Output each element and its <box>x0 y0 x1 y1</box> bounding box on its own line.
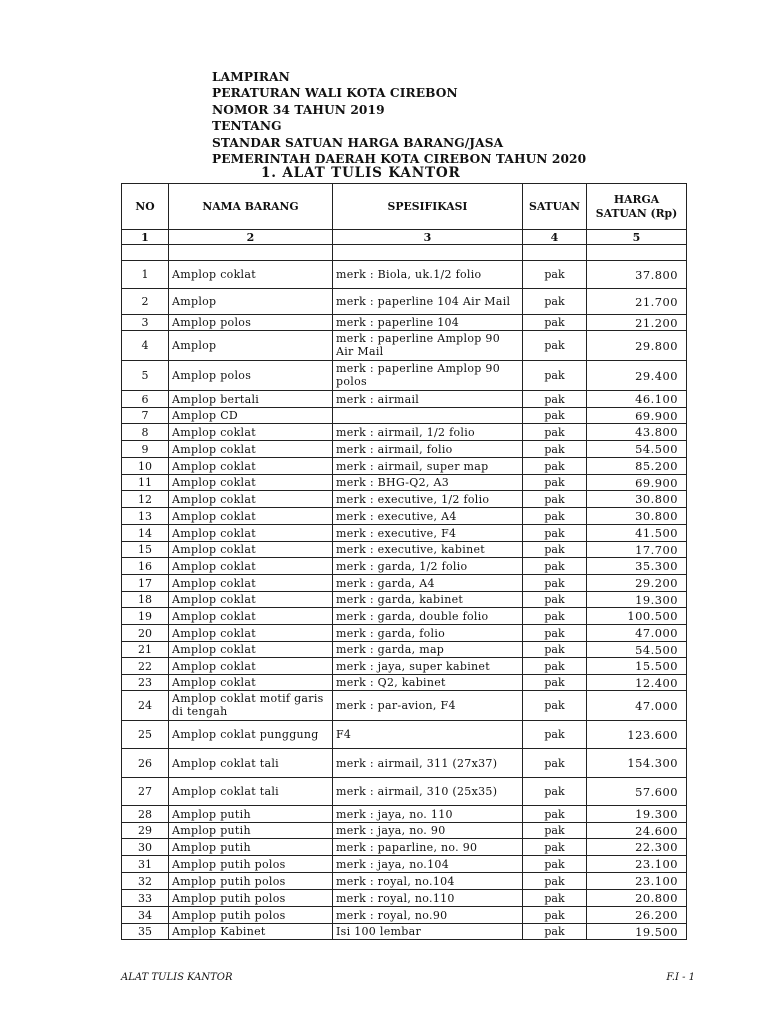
row-number: 7 <box>122 408 169 424</box>
item-specification: merk : royal, no.90 <box>333 907 523 924</box>
item-specification: merk : airmail, super map <box>333 458 523 475</box>
row-number: 33 <box>122 890 169 907</box>
item-name: Amplop coklat punggung <box>169 721 333 749</box>
header-line: TENTANG <box>212 119 282 134</box>
item-name: Amplop putih <box>169 823 333 839</box>
item-price: 22.300 <box>587 839 687 856</box>
item-price: 19.500 <box>587 924 687 940</box>
item-unit: pak <box>523 924 587 940</box>
row-number: 35 <box>122 924 169 940</box>
item-price: 19.300 <box>587 806 687 823</box>
row-number: 23 <box>122 675 169 691</box>
item-name: Amplop coklat <box>169 542 333 558</box>
item-unit: pak <box>523 839 587 856</box>
item-name: Amplop Kabinet <box>169 924 333 940</box>
table-row <box>122 424 687 441</box>
row-number: 6 <box>122 391 169 408</box>
item-specification: merk : executive, F4 <box>333 525 523 542</box>
item-unit: pak <box>523 608 587 625</box>
table-row <box>122 625 687 642</box>
item-specification: merk : garda, map <box>333 642 523 658</box>
row-number: 9 <box>122 441 169 458</box>
row-number: 13 <box>122 508 169 525</box>
item-specification: merk : garda, A4 <box>333 575 523 592</box>
item-name: Amplop coklat <box>169 458 333 475</box>
item-price: 123.600 <box>587 721 687 749</box>
row-number: 1 <box>122 261 169 289</box>
table-row <box>122 408 687 424</box>
item-name: Amplop coklat <box>169 558 333 575</box>
item-name: Amplop coklat <box>169 642 333 658</box>
item-price: 154.300 <box>587 749 687 778</box>
item-unit: pak <box>523 525 587 542</box>
table-header-row <box>122 184 687 230</box>
table-row <box>122 391 687 408</box>
item-name: Amplop <box>169 331 333 361</box>
item-name: Amplop coklat <box>169 608 333 625</box>
item-specification: merk : paperline Amplop 90 polos <box>333 361 523 391</box>
item-name: Amplop coklat <box>169 441 333 458</box>
item-name: Amplop coklat <box>169 475 333 491</box>
item-unit: pak <box>523 823 587 839</box>
item-price: 24.600 <box>587 823 687 839</box>
item-price: 47.000 <box>587 625 687 642</box>
item-unit: pak <box>523 458 587 475</box>
table-row <box>122 475 687 491</box>
item-specification: merk : paperline 104 <box>333 315 523 331</box>
table-row <box>122 491 687 508</box>
item-unit: pak <box>523 806 587 823</box>
row-number: 21 <box>122 642 169 658</box>
row-number: 10 <box>122 458 169 475</box>
row-number: 14 <box>122 525 169 542</box>
item-unit: pak <box>523 542 587 558</box>
item-price: 29.200 <box>587 575 687 592</box>
item-unit: pak <box>523 890 587 907</box>
table-row <box>122 525 687 542</box>
item-specification: merk : airmail, 311 (27x37) <box>333 749 523 778</box>
row-number: 2 <box>122 289 169 315</box>
table-row <box>122 675 687 691</box>
header-spesifikasi: SPESIFIKASI <box>333 184 523 230</box>
item-name: Amplop putih polos <box>169 890 333 907</box>
item-price: 37.800 <box>587 261 687 289</box>
item-price: 29.400 <box>587 361 687 391</box>
item-name: Amplop coklat <box>169 658 333 675</box>
table-row <box>122 542 687 558</box>
item-specification: merk : Biola, uk.1/2 folio <box>333 261 523 289</box>
item-unit: pak <box>523 558 587 575</box>
table-row <box>122 873 687 890</box>
item-price: 23.100 <box>587 873 687 890</box>
blank-row <box>122 245 687 261</box>
item-unit: pak <box>523 778 587 806</box>
item-unit: pak <box>523 856 587 873</box>
item-unit: pak <box>523 331 587 361</box>
item-specification: merk : airmail, folio <box>333 441 523 458</box>
item-specification: merk : executive, A4 <box>333 508 523 525</box>
table-row <box>122 331 687 361</box>
item-price: 30.800 <box>587 508 687 525</box>
item-unit: pak <box>523 873 587 890</box>
item-unit: pak <box>523 658 587 675</box>
section-title: 1. ALAT TULIS KANTOR <box>261 165 461 181</box>
item-unit: pak <box>523 907 587 924</box>
item-price: 47.000 <box>587 691 687 721</box>
item-name: Amplop coklat <box>169 625 333 642</box>
item-name: Amplop coklat <box>169 575 333 592</box>
row-number: 22 <box>122 658 169 675</box>
column-number-row <box>122 230 687 245</box>
item-name: Amplop putih polos <box>169 873 333 890</box>
header-line: PEMERINTAH DAERAH KOTA CIREBON TAHUN 2020 <box>212 152 587 167</box>
item-name: Amplop putih <box>169 839 333 856</box>
row-number: 31 <box>122 856 169 873</box>
item-name: Amplop coklat tali <box>169 778 333 806</box>
header-satuan: SATUAN <box>523 184 587 230</box>
header-no: NO <box>122 184 169 230</box>
item-specification: merk : airmail <box>333 391 523 408</box>
item-price: 21.700 <box>587 289 687 315</box>
row-number: 32 <box>122 873 169 890</box>
table-row <box>122 907 687 924</box>
item-price: 57.600 <box>587 778 687 806</box>
column-number: 5 <box>587 230 687 245</box>
item-price: 15.500 <box>587 658 687 675</box>
item-specification: Isi 100 lembar <box>333 924 523 940</box>
footer-section-label: ALAT TULIS KANTOR <box>121 972 233 983</box>
table-row <box>122 806 687 823</box>
item-price: 100.500 <box>587 608 687 625</box>
row-number: 16 <box>122 558 169 575</box>
item-specification: merk : jaya, no. 90 <box>333 823 523 839</box>
item-specification: merk : jaya, no.104 <box>333 856 523 873</box>
item-specification: merk : airmail, 310 (25x35) <box>333 778 523 806</box>
item-unit: pak <box>523 575 587 592</box>
table-row <box>122 441 687 458</box>
item-price: 35.300 <box>587 558 687 575</box>
table-row <box>122 558 687 575</box>
header-line: LAMPIRAN <box>212 70 290 84</box>
row-number: 12 <box>122 491 169 508</box>
column-number: 3 <box>333 230 523 245</box>
row-number: 20 <box>122 625 169 642</box>
item-specification: merk : paperline Amplop 90 Air Mail <box>333 331 523 361</box>
row-number: 3 <box>122 315 169 331</box>
header-line: PERATURAN WALI KOTA CIREBON <box>212 86 458 101</box>
item-specification: merk : paparline, no. 90 <box>333 839 523 856</box>
item-name: Amplop putih polos <box>169 856 333 873</box>
table-row <box>122 721 687 749</box>
item-unit: pak <box>523 675 587 691</box>
row-number: 26 <box>122 749 169 778</box>
row-number: 29 <box>122 823 169 839</box>
item-specification: merk : royal, no.104 <box>333 873 523 890</box>
item-unit: pak <box>523 408 587 424</box>
item-price: 20.800 <box>587 890 687 907</box>
item-price: 46.100 <box>587 391 687 408</box>
item-specification: merk : par-avion, F4 <box>333 691 523 721</box>
table-body <box>122 261 687 940</box>
item-specification: merk : jaya, super kabinet <box>333 658 523 675</box>
item-name: Amplop coklat <box>169 424 333 441</box>
item-price: 19.300 <box>587 592 687 608</box>
column-number: 2 <box>169 230 333 245</box>
item-name: Amplop coklat tali <box>169 749 333 778</box>
table-row <box>122 642 687 658</box>
item-specification <box>333 408 523 424</box>
table-row <box>122 261 687 289</box>
item-name: Amplop <box>169 289 333 315</box>
table-row <box>122 658 687 675</box>
item-unit: pak <box>523 361 587 391</box>
table-row <box>122 608 687 625</box>
item-unit: pak <box>523 508 587 525</box>
item-unit: pak <box>523 721 587 749</box>
table-row <box>122 592 687 608</box>
row-number: 4 <box>122 331 169 361</box>
item-name: Amplop coklat <box>169 675 333 691</box>
item-name: Amplop putih <box>169 806 333 823</box>
table-row <box>122 839 687 856</box>
item-specification: F4 <box>333 721 523 749</box>
item-unit: pak <box>523 749 587 778</box>
item-specification: merk : garda, kabinet <box>333 592 523 608</box>
item-specification: merk : jaya, no. 110 <box>333 806 523 823</box>
item-name: Amplop coklat <box>169 525 333 542</box>
item-specification: merk : garda, 1/2 folio <box>333 558 523 575</box>
item-name: Amplop polos <box>169 361 333 391</box>
item-price: 23.100 <box>587 856 687 873</box>
row-number: 8 <box>122 424 169 441</box>
table-row <box>122 361 687 391</box>
table-row <box>122 823 687 839</box>
column-number: 1 <box>122 230 169 245</box>
column-number: 4 <box>523 230 587 245</box>
table-row <box>122 749 687 778</box>
item-unit: pak <box>523 261 587 289</box>
item-unit: pak <box>523 391 587 408</box>
table-row <box>122 508 687 525</box>
item-specification: merk : garda, folio <box>333 625 523 642</box>
row-number: 5 <box>122 361 169 391</box>
item-price: 69.900 <box>587 475 687 491</box>
item-name: Amplop coklat motif garis di tengah <box>169 691 333 721</box>
item-specification: merk : royal, no.110 <box>333 890 523 907</box>
item-price: 85.200 <box>587 458 687 475</box>
item-specification: merk : garda, double folio <box>333 608 523 625</box>
item-unit: pak <box>523 475 587 491</box>
item-specification: merk : executive, kabinet <box>333 542 523 558</box>
item-unit: pak <box>523 691 587 721</box>
table-row <box>122 924 687 940</box>
row-number: 28 <box>122 806 169 823</box>
item-name: Amplop putih polos <box>169 907 333 924</box>
header-nama-barang: NAMA BARANG <box>169 184 333 230</box>
item-price: 12.400 <box>587 675 687 691</box>
row-number: 11 <box>122 475 169 491</box>
table-row <box>122 856 687 873</box>
item-unit: pak <box>523 289 587 315</box>
item-price: 69.900 <box>587 408 687 424</box>
row-number: 15 <box>122 542 169 558</box>
table-row <box>122 575 687 592</box>
item-price: 30.800 <box>587 491 687 508</box>
item-unit: pak <box>523 625 587 642</box>
item-price: 43.800 <box>587 424 687 441</box>
row-number: 18 <box>122 592 169 608</box>
item-unit: pak <box>523 315 587 331</box>
row-number: 25 <box>122 721 169 749</box>
item-price: 41.500 <box>587 525 687 542</box>
item-name: Amplop polos <box>169 315 333 331</box>
item-specification: merk : airmail, 1/2 folio <box>333 424 523 441</box>
item-unit: pak <box>523 441 587 458</box>
row-number: 17 <box>122 575 169 592</box>
row-number: 34 <box>122 907 169 924</box>
item-name: Amplop coklat <box>169 508 333 525</box>
item-name: Amplop coklat <box>169 592 333 608</box>
item-price: 17.700 <box>587 542 687 558</box>
row-number: 30 <box>122 839 169 856</box>
item-name: Amplop coklat <box>169 491 333 508</box>
footer-page-number: F.I - 1 <box>666 972 695 983</box>
item-name: Amplop CD <box>169 408 333 424</box>
table-row <box>122 691 687 721</box>
header-harga: HARGA SATUAN (Rp) <box>587 184 687 230</box>
item-price: 54.500 <box>587 642 687 658</box>
item-unit: pak <box>523 592 587 608</box>
item-unit: pak <box>523 424 587 441</box>
table-row <box>122 315 687 331</box>
item-price: 54.500 <box>587 441 687 458</box>
header-line: NOMOR 34 TAHUN 2019 <box>212 102 385 117</box>
item-specification: merk : Q2, kabinet <box>333 675 523 691</box>
table-row <box>122 458 687 475</box>
item-name: Amplop bertali <box>169 391 333 408</box>
item-specification: merk : BHG-Q2, A3 <box>333 475 523 491</box>
table-row <box>122 778 687 806</box>
item-price: 29.800 <box>587 331 687 361</box>
header-line: STANDAR SATUAN HARGA BARANG/JASA <box>212 135 504 150</box>
item-price: 26.200 <box>587 907 687 924</box>
document-header <box>212 69 586 167</box>
item-price: 21.200 <box>587 315 687 331</box>
item-name: Amplop coklat <box>169 261 333 289</box>
table-row <box>122 890 687 907</box>
item-unit: pak <box>523 642 587 658</box>
table-row <box>122 289 687 315</box>
row-number: 19 <box>122 608 169 625</box>
row-number: 27 <box>122 778 169 806</box>
item-specification: merk : executive, 1/2 folio <box>333 491 523 508</box>
row-number: 24 <box>122 691 169 721</box>
price-table <box>121 183 687 940</box>
item-specification: merk : paperline 104 Air Mail <box>333 289 523 315</box>
item-unit: pak <box>523 491 587 508</box>
